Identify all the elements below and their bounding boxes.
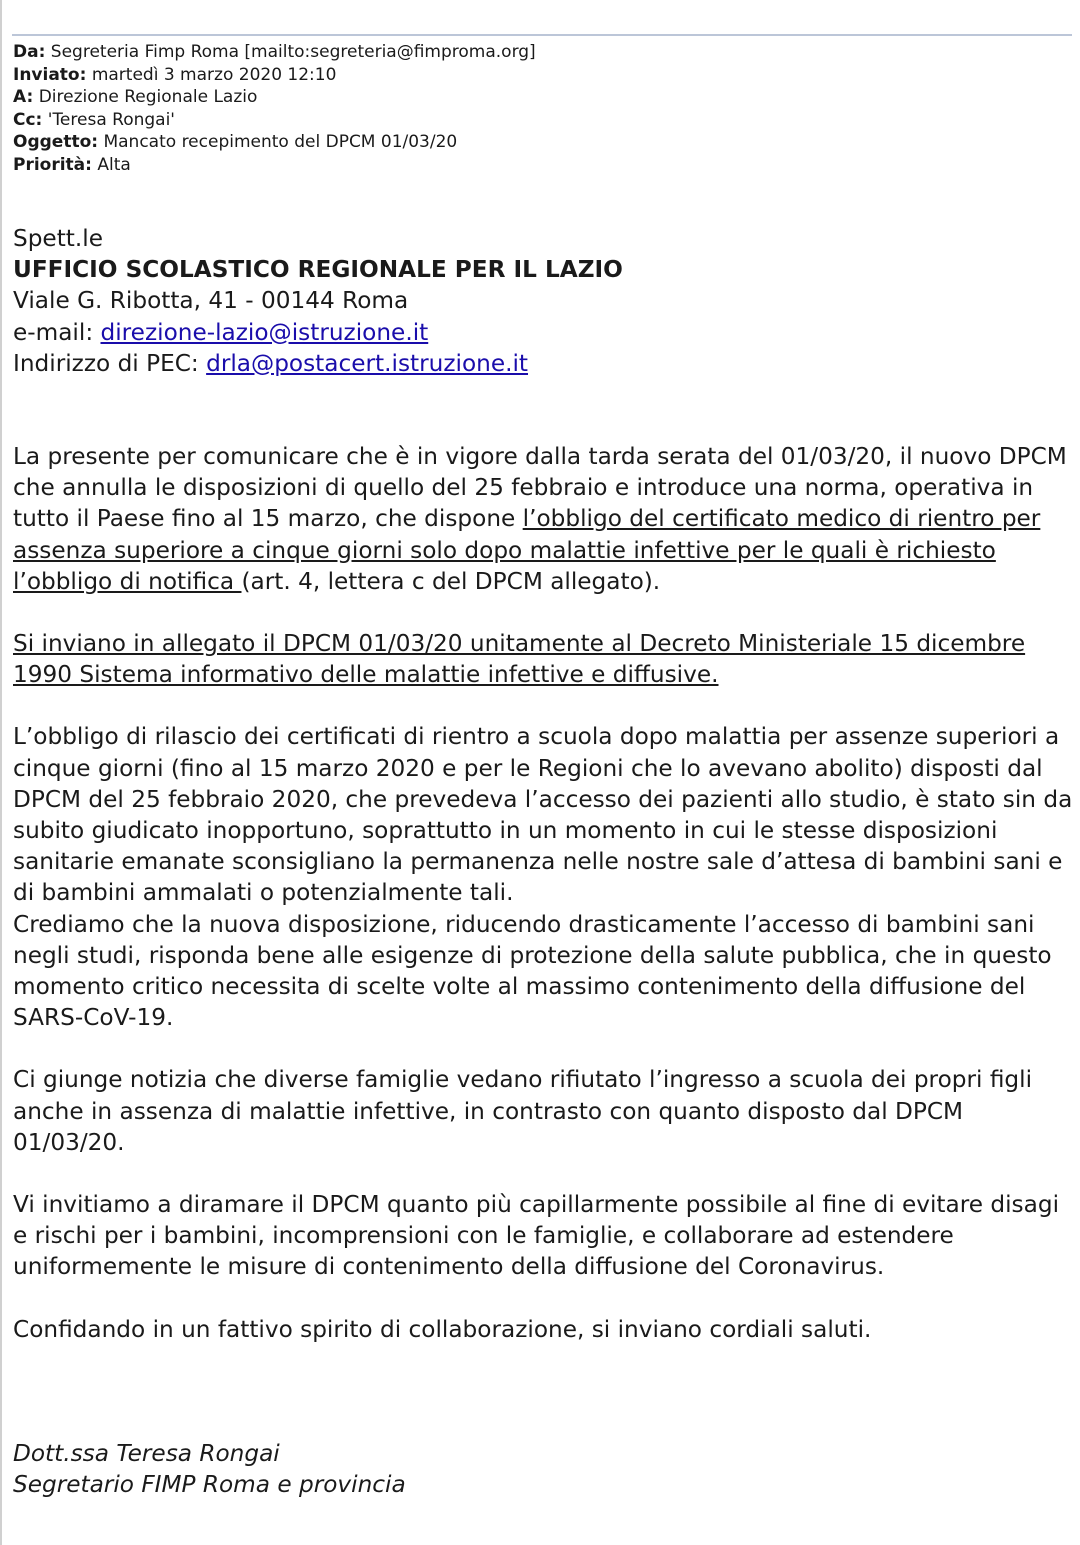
cc-value: 'Teresa Rongai' — [47, 109, 175, 130]
paragraph-3: L’obbligo di rilascio dei certificati di rientro a scuola dopo malattia per assenze superiori a cinque giorni (fino al 15 marzo 2020 e per le Regioni che lo avevano abolito) disposti dal DPCM del 25 febbraio 2020, che prevedeva l’accesso dei pazienti allo studio, è stato sin da subito giudicato inopportuno, soprattutto in un momento in cui le stesse disposizioni sanitarie emanate sconsigliano la permanenza nelle nostre sale d’attesa di bambini sani e di bambini ammalati o potenzialmente tali. — [13, 723, 1073, 907]
cc-label: Cc: — [13, 109, 43, 130]
from-label: Da: — [13, 42, 46, 62]
paragraph-1-text-b: (art. 4, lettera c del DPCM allegato). — [241, 567, 661, 595]
paragraph-7: Confidando in un fattivo spirito di collaborazione, si inviano cordiali saluti. — [13, 1315, 872, 1343]
subject-row — [13, 131, 536, 154]
email-body — [13, 223, 1075, 1500]
signature-name: Dott.ssa Teresa Rongai — [13, 1439, 280, 1467]
from-value: Segreteria Fimp Roma [mailto:segreteria@fimproma.org] — [50, 42, 536, 62]
priority-label: Priorità: — [13, 154, 92, 175]
pec-line — [13, 348, 1075, 379]
to-row — [13, 86, 536, 109]
recipient-org: UFFICIO SCOLASTICO REGIONALE PER IL LAZIO — [13, 256, 623, 284]
to-value: Direzione Regionale Lazio — [38, 87, 258, 107]
cc-row — [13, 109, 536, 132]
email-line — [13, 317, 1075, 348]
recipient-street: Viale G. Ribotta, 41 - 00144 Roma — [13, 287, 409, 315]
from-row — [13, 41, 536, 64]
paragraph-1-text-a: La presente per comunicare che è in vigore dalla tarda serata del 01/03/20, il nuovo DPCM che annulla le disposizioni di quello del 25 febbraio e introduce una norma, operativa in tutto il Paese fino al 15 marzo, che dispone — [13, 443, 1067, 533]
paragraph-5: Ci giunge notizia che diverse famiglie vedano rifiutato l’ingresso a scuola dei propri figli anche in assenza di malattie infettive, in contrasto con quanto disposto dal DPCM 01/03/20. — [13, 1066, 1033, 1156]
signature-role: Segretario FIMP Roma e provincia — [13, 1471, 406, 1499]
pec-link[interactable]: drla@postacert.istruzione.it — [206, 349, 529, 377]
subject-value: Mancato recepimento del DPCM 01/03/20 — [103, 132, 458, 152]
priority-row — [13, 154, 536, 177]
email-link[interactable]: direzione-lazio@istruzione.it — [100, 318, 429, 346]
subject-label: Oggetto: — [13, 132, 99, 152]
paragraph-2: Si inviano in allegato il DPCM 01/03/20 unitamente al Decreto Ministeriale 15 dicembre 1990 Sistema informativo delle malattie infettive e diffusive. — [13, 630, 1026, 689]
paragraph-1 — [13, 441, 1075, 597]
sent-value: martedì 3 marzo 2020 12:10 — [91, 64, 337, 85]
salutation: Spett.le — [13, 225, 103, 252]
sent-label: Inviato: — [13, 64, 87, 85]
sent-row — [13, 64, 536, 87]
paragraph-1-underlined: l’obbligo del certificato medico di rientro per assenza superiore a cinque giorni solo dopo malattie infettive per le quali è richiesto l’obbligo di notifica — [13, 505, 1041, 595]
paragraph-4: Crediamo che la nuova disposizione, riducendo drasticamente l’accesso di bambini sani negli studi, risponda bene alle esigenze di protezione della salute pubblica, che in questo momento critico necessita di scelte volte al massimo contenimento della diffusione del SARS-CoV-19. — [13, 910, 1052, 1032]
paragraph-6: Vi invitiamo a diramare il DPCM quanto più capillarmente possibile al fine di evitare disagi e rischi per i bambini, incomprensioni con le famiglie, e collaborare ad estendere uniformemente le misure di contenimento della diffusione del Coronavirus. — [13, 1191, 1060, 1281]
priority-value: Alta — [97, 154, 131, 175]
email-header — [13, 41, 536, 176]
pec-label: Indirizzo di PEC: — [13, 349, 207, 377]
to-label: A: — [13, 87, 34, 107]
header-divider — [12, 34, 1072, 36]
email-label: e-mail: — [13, 318, 101, 346]
